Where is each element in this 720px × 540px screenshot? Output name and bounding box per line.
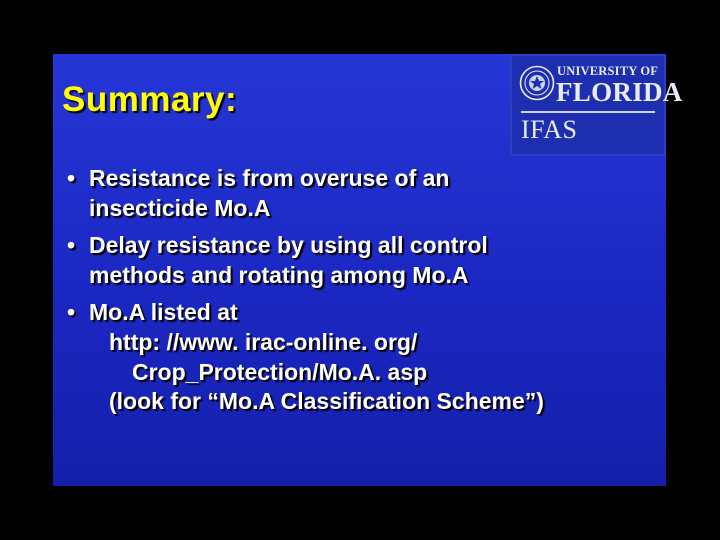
bullet-item [67, 298, 655, 416]
slide [53, 54, 683, 486]
bullet-text: Resistance is from overuse of an [89, 165, 450, 191]
logo-ifas: IFAS [521, 115, 578, 144]
url-link-continued[interactable]: Crop_Protection/Mo.A. asp [132, 358, 428, 385]
bullet-text: methods and rotating among Mo.A [89, 261, 469, 288]
bullet-marker: • [67, 232, 76, 259]
bullet-item [67, 231, 655, 290]
logo-florida: FLORIDA [556, 77, 683, 107]
bullet-text: Delay resistance by using all control [89, 232, 488, 259]
uf-ifas-logo [510, 54, 683, 156]
logo-university-of: UNIVERSITY OF [557, 64, 659, 78]
bullet-text: Mo.A listed at [89, 299, 238, 326]
university-seal-icon [519, 65, 555, 101]
bullet-list [67, 164, 655, 425]
bullet-item [67, 164, 655, 223]
slide-title: Summary: [62, 80, 238, 119]
bullet-marker: • [67, 299, 76, 326]
classification-note: (look for “Mo.A Classification Scheme”) [109, 388, 544, 415]
bullet-text: insecticide Mo.A [89, 194, 271, 221]
bullet-marker: • [67, 165, 76, 191]
logo-divider [521, 111, 655, 113]
url-link[interactable]: http: //www. irac-online. org/ [109, 328, 418, 355]
